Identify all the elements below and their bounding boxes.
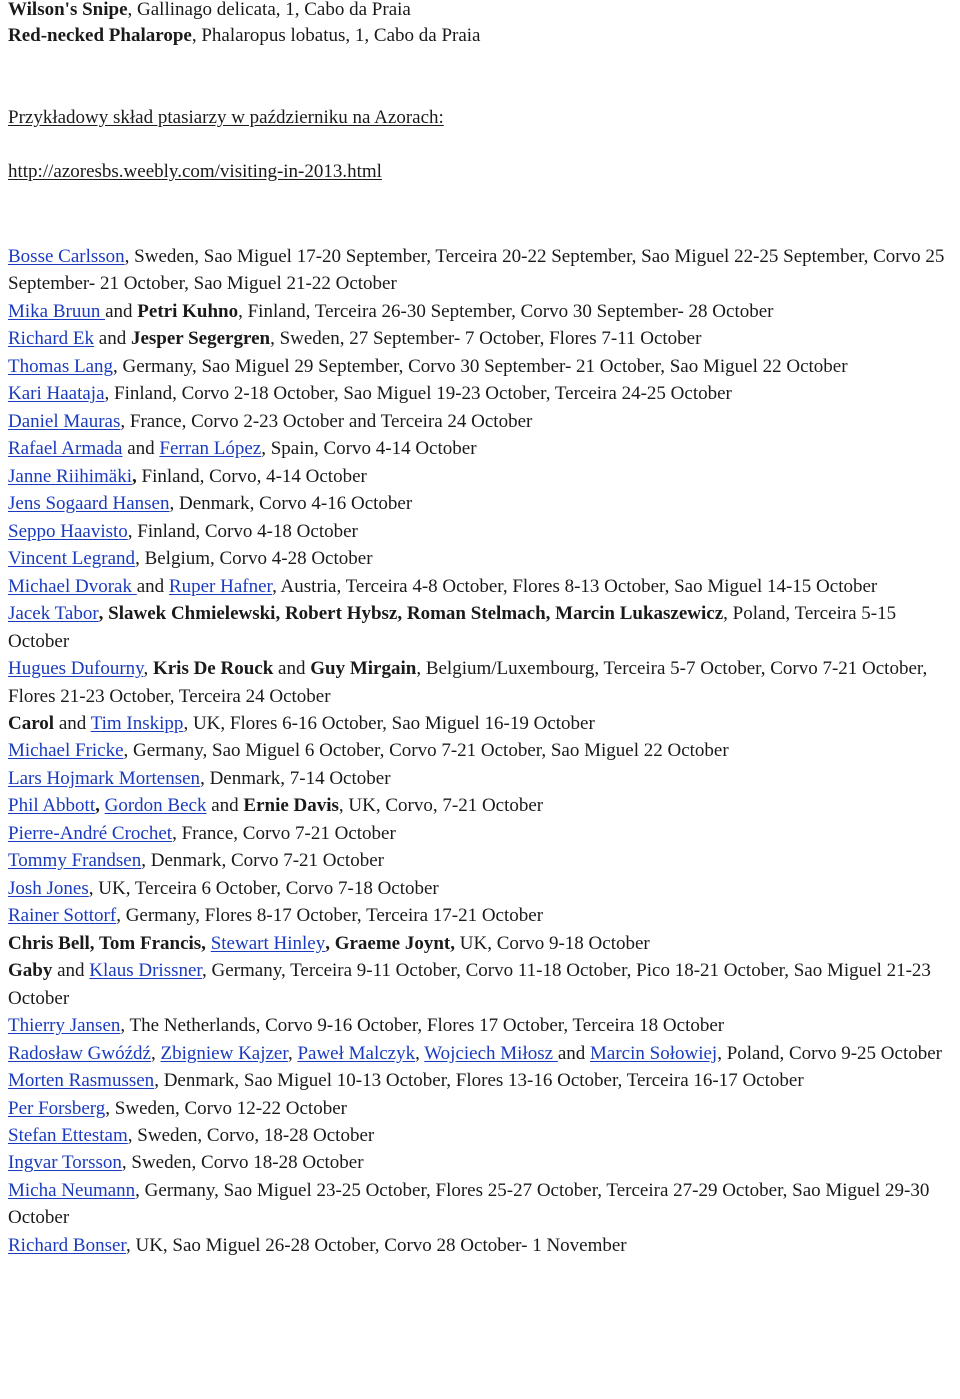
birder-list (8, 243, 960, 1259)
birder-name-link[interactable]: Jens Sogaard Hansen (8, 493, 170, 515)
birder-name-link[interactable]: Wojciech Miłosz (424, 1042, 558, 1064)
birder-entry (8, 737, 960, 764)
birder-name-link[interactable]: Tommy Frandsen (8, 850, 142, 872)
entry-text: , Finland, Terceira 26-30 September, Corvo 30 September- 28 October (238, 300, 774, 322)
birder-name-link[interactable]: Rafael Armada (8, 438, 123, 460)
entry-text: , UK, Terceira 6 October, Corvo 7-18 October (88, 877, 439, 899)
birder-name-link[interactable]: Richard Bonser (8, 1234, 126, 1256)
birder-name-link[interactable]: Marcin Sołowiej (590, 1042, 718, 1064)
birder-name: Gaby (8, 960, 53, 982)
birder-name-link[interactable]: Micha Neumann (8, 1179, 136, 1201)
birder-entry (8, 325, 960, 352)
entry-text: , Denmark, 7-14 October (200, 767, 391, 789)
birder-entry (8, 463, 960, 490)
entry-text: , Germany, Sao Miguel 23-25 October, Flores 25-27 October, Terceira 27-29 October, Sao Miguel 29-30 October (8, 1179, 930, 1229)
birder-entry (8, 435, 960, 462)
birder-entry (8, 930, 960, 957)
entry-text: , Finland, Corvo 4-18 October (127, 520, 358, 542)
birder-entry (8, 600, 960, 655)
birder-entry (8, 847, 960, 874)
entry-text: , Spain, Corvo 4-14 October (261, 438, 477, 460)
birder-name-link[interactable]: Tim Inskipp (90, 712, 184, 734)
birder-name-link[interactable]: Michael Fricke (8, 740, 124, 762)
birder-name-link[interactable]: Daniel Mauras (8, 410, 121, 432)
birder-entry (8, 875, 960, 902)
entry-text: , Denmark, Corvo 7-21 October (141, 850, 384, 872)
birder-name-link[interactable]: Jacek Tabor (8, 603, 99, 625)
birder-name-link[interactable]: Thomas Lang (8, 355, 114, 377)
birder-entry (8, 1149, 960, 1176)
entry-text: , Belgium/Luxembourg, Terceira 5-7 October, Corvo 7-21 October, Flores 21-23 October, Terceira 24 October (8, 658, 928, 707)
entry-text: , France, Corvo 2-23 October and Terceira 24 October (120, 410, 533, 432)
entry-text: and (136, 575, 169, 597)
birder-entry (8, 573, 960, 600)
birder-entry (8, 902, 960, 929)
birder-name-link[interactable]: Ferran López (159, 438, 262, 460)
birder-name-link[interactable]: Klaus Drissner (89, 960, 202, 982)
birder-name-link[interactable]: Mika Bruun (8, 300, 106, 322)
birder-entry (8, 655, 960, 710)
birder-entry (8, 298, 960, 325)
birder-name: Chris Bell, Tom Francis, (8, 932, 211, 954)
entry-text: , Denmark, Corvo 4-16 October (169, 493, 413, 515)
entry-text: UK, Corvo 9-18 October (455, 932, 650, 954)
birder-name-link[interactable]: Per Forsberg (8, 1097, 106, 1119)
birder-entry (8, 710, 960, 737)
entry-text: , (151, 1042, 161, 1064)
birder-name-link[interactable]: Radosław Gwóźdź (8, 1042, 151, 1064)
birder-name-link[interactable]: Ingvar Torsson (8, 1152, 122, 1174)
entry-text: and (206, 795, 244, 817)
birder-entry (8, 1177, 960, 1232)
entry-text: , Sweden, 27 September- 7 October, Flores 7-11 October (270, 328, 702, 350)
entry-text: , Finland, Corvo 2-18 October, Sao Miguel 19-23 October, Terceira 24-25 October (104, 383, 732, 405)
entry-text: , Germany, Terceira 9-11 October, Corvo 11-18 October, Pico 18-21 October, Sao Miguel 21-23 October (8, 960, 931, 1009)
birder-name-link[interactable]: Janne Riihimäki (8, 465, 133, 487)
birder-name-link[interactable]: Lars Hojmark Mortensen (8, 767, 201, 789)
birder-entry (8, 792, 960, 819)
entry-text: , Belgium, Corvo 4-28 October (135, 548, 373, 570)
birder-name: , Graeme Joynt, (325, 932, 456, 954)
entry-text: , (415, 1042, 425, 1064)
birder-name: Petri Kuhno (137, 300, 239, 322)
birder-name: , (95, 795, 100, 817)
birder-entry (8, 490, 960, 517)
species-name: Red-necked Phalarope (8, 25, 192, 46)
birder-name-link[interactable]: Gordon Beck (104, 795, 207, 817)
birder-name-link[interactable]: Hugues Dufourny (8, 658, 144, 680)
birder-entry (8, 545, 960, 572)
birder-name-link[interactable]: Stefan Ettestam (8, 1125, 128, 1146)
birder-entry (8, 353, 960, 380)
birder-entry (8, 1232, 960, 1259)
birder-name-link[interactable]: Seppo Haavisto (8, 520, 128, 542)
birder-entry (8, 1067, 960, 1094)
entry-text: , Germany, Sao Miguel 29 September, Corvo 30 September- 21 October, Sao Miguel 22 October (113, 355, 848, 377)
birder-name-link[interactable]: Rainer Sottorf (8, 905, 117, 927)
intro-heading: Przykładowy skład ptasiarzy w październiku na Azorach: (8, 107, 444, 128)
entry-text: , France, Corvo 7-21 October (172, 822, 396, 844)
entry-text: and (105, 300, 138, 322)
entry-text: , UK, Flores 6-16 October, Sao Miguel 16-19 October (183, 712, 595, 734)
birder-entry (8, 518, 960, 545)
birder-name-link[interactable]: Zbigniew Kajzer (160, 1042, 288, 1064)
birder-name-link[interactable]: Morten Rasmussen (8, 1070, 155, 1092)
entry-text: , Germany, Sao Miguel 6 October, Corvo 7-21 October, Sao Miguel 22 October (123, 740, 729, 762)
birder-name: Ernie Davis (243, 795, 339, 817)
birder-name-link[interactable]: Paweł Malczyk (297, 1042, 416, 1064)
entry-text: , Germany, Flores 8-17 October, Terceira 17-21 October (116, 905, 544, 927)
entry-text: , Poland, Terceira 5-15 October (8, 603, 897, 652)
entry-text: and (52, 960, 90, 982)
birder-entry (8, 380, 960, 407)
entry-text: , The Netherlands, Corvo 9-16 October, Flores 17 October, Terceira 18 October (120, 1015, 725, 1037)
species-line (8, 25, 481, 47)
birder-name-link[interactable]: Ruper Hafner (168, 575, 273, 597)
birder-name: Guy Mirgain (310, 658, 417, 680)
entry-text: , (287, 1042, 298, 1064)
entry-text: and (273, 658, 311, 680)
entry-text: and (94, 328, 131, 350)
source-url: http://azoresbs.weebly.com/visiting-in-2013.html (8, 161, 382, 182)
entry-text: , Sweden, Corvo 12-22 October (105, 1097, 347, 1119)
birder-name: , Slawek Chmielewski, Robert Hybsz, Roman Stelmach, Marcin Lukaszewicz (98, 603, 724, 625)
entry-text: Finland, Corvo, 4-14 October (136, 465, 367, 487)
birder-entry (8, 820, 960, 847)
entry-text: and (54, 712, 91, 734)
birder-name-link[interactable]: Vincent Legrand (8, 548, 136, 570)
birder-name-link[interactable]: Richard Ek (8, 328, 95, 350)
birder-name: Jesper Segergren (130, 328, 271, 350)
species-details: , Gallinago delicata, 1, Cabo da Praia (127, 0, 411, 20)
birder-name: Carol (8, 712, 55, 734)
entry-text: and (557, 1042, 591, 1064)
birder-entry (8, 765, 960, 792)
entry-text: and (122, 438, 160, 460)
entry-text: , UK, Sao Miguel 26-28 October, Corvo 28 October- 1 November (125, 1234, 627, 1256)
birder-name-link[interactable]: Michael Dvorak (8, 575, 137, 597)
birder-entry (8, 408, 960, 435)
entry-text: , Sweden, Corvo 18-28 October (121, 1152, 364, 1174)
entry-text: , Poland, Corvo 9-25 October (717, 1042, 943, 1064)
birder-name-link[interactable]: Pierre-André Crochet (8, 822, 173, 844)
entry-text: , Sweden, Corvo, 18-28 October (127, 1125, 375, 1146)
birder-name-link[interactable]: Josh Jones (8, 877, 89, 899)
birder-name: Kris De Rouck (152, 658, 274, 680)
birder-name-link[interactable]: Stewart Hinley (210, 932, 326, 954)
entry-text: , Denmark, Sao Miguel 10-13 October, Flores 13-16 October, Terceira 16-17 October (154, 1070, 804, 1092)
birder-name-link[interactable]: Bosse Carlsson (8, 246, 125, 267)
species-details: , Phalaropus lobatus, 1, Cabo da Praia (191, 25, 481, 46)
birder-entry (8, 1122, 960, 1149)
birder-entry (8, 1040, 960, 1067)
species-name: Wilson's Snipe (8, 0, 128, 20)
birder-name-link[interactable]: Phil Abbott (8, 795, 96, 817)
birder-entry (8, 1095, 960, 1122)
birder-entry (8, 1012, 960, 1039)
birder-name: , (132, 465, 137, 487)
entry-text: , UK, Corvo, 7-21 October (338, 795, 544, 817)
species-line (8, 0, 411, 21)
birder-entry (8, 957, 960, 1012)
entry-text: , (143, 658, 153, 680)
birder-name-link[interactable]: Thierry Jansen (8, 1015, 121, 1037)
birder-entry (8, 243, 960, 298)
birder-name-link[interactable]: Kari Haataja (8, 383, 105, 405)
entry-text: , Sweden, Sao Miguel 17-20 September, Terceira 20-22 September, Sao Miguel 22-25 September, Corvo 25 September- 21 October, Sao Miguel 21-22 October (8, 246, 945, 295)
entry-text: , Austria, Terceira 4-8 October, Flores 8-13 October, Sao Miguel 14-15 October (272, 575, 878, 597)
